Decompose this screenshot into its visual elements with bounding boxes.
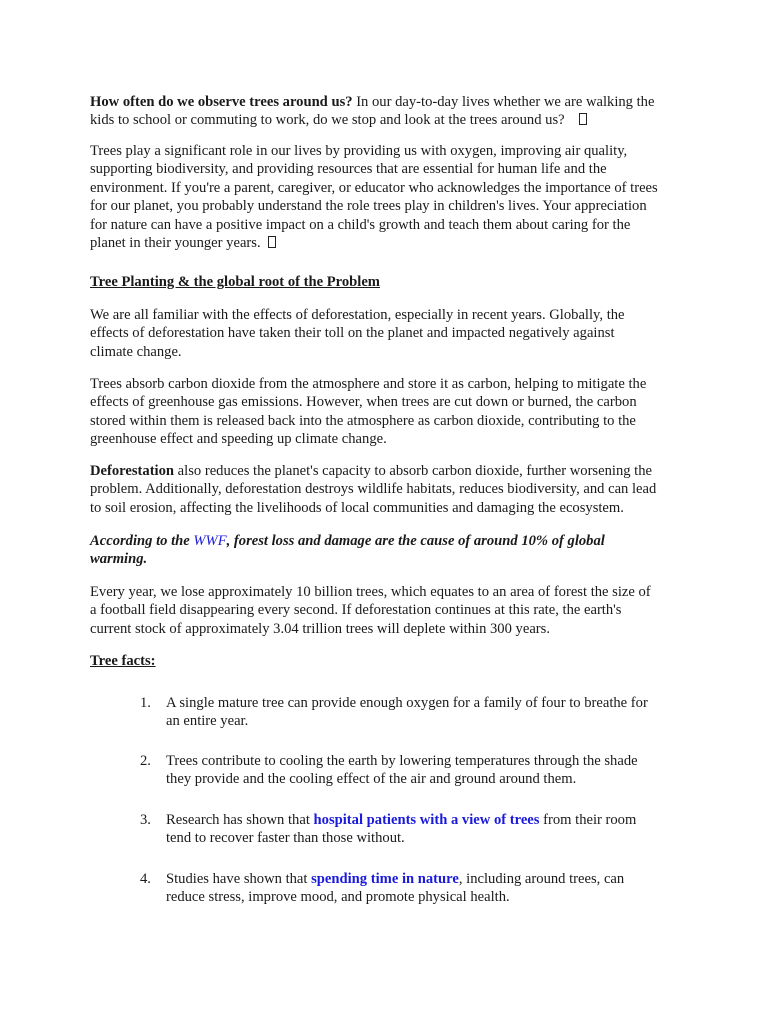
tree-loss-paragraph: Every year, we lose approximately 10 billion trees, which equates to an area of forest the size of a football field disappearing every second. If deforestation continues at this rate, the earth's current stock of approximately 3.04 trillion trees will deplete within 300 years. — [90, 584, 651, 637]
intro-question: How often do we observe trees around us? — [90, 94, 353, 110]
intro-paragraph: How often do we observe trees around us? In our day-to-day lives whether we are walking the kids to school or commuting to work, do we stop and look at the trees around us? — [90, 94, 655, 129]
missing-glyph-icon — [579, 113, 587, 125]
trees-role-paragraph: Trees play a significant role in our lives by providing us with oxygen, improving air quality, supporting biodiversity, and providing resources that are essential for human life and the environment. If you're a parent, caregiver, or educator who acknowledges the importance of trees for our planet, you probably understand the role trees play in children's lives. Your appreciation for nature can have a positive impact on a child's growth and teach them about caring for the planet in their younger years. — [90, 143, 658, 252]
hospital-patients-link[interactable]: hospital patients with a view of trees — [313, 812, 540, 828]
spending-time-nature-link[interactable]: spending time in nature — [311, 871, 459, 887]
missing-glyph-icon — [268, 236, 276, 248]
facts-heading: Tree facts: — [90, 653, 156, 669]
wwf-quote: According to the WWF, forest loss and damage are the cause of around 10% of global warming. — [90, 533, 605, 568]
document-page: How often do we observe trees around us? In our day-to-day lives whether we are walking the kids to school or commuting to work, do we stop and look at the trees around us? Trees play a significant role in our lives by providing us with oxygen, improving air quality, supporting biodiversity, and providing resources that are essential for human life and the environment. If you're a parent, caregiver, or educator who acknowledges the importance of trees for our planet, you probably understand the role trees play in children's lives. Your appreciation for nature can have a positive impact on a child's growth and teach them about caring for the planet in their younger years. Tree Planting & the global root of the Problem We are all familiar with the effects of deforestation, especially in recent years. Globally, the effects of deforestation have taken their toll on the planet and impacted negatively against climate change. Trees absorb carbon dioxide from the atmosphere and store it as carbon, helping to mitigate the effects of greenhouse gas emissions. However, when trees are cut down or burned, the carbon stored within them is released back into the atmosphere as carbon dioxide, contributing to the greenhouse effect and speeding up climate change. Deforestation also reduces the planet's capacity to absorb carbon dioxide, further worsening the problem. Additionally, deforestation destroys wildlife habitats, reduces biodiversity, and can lead to soil erosion, affecting the livelihoods of local communities and damaging the ecosystem. According to the WWF, forest loss and damage are the cause of around 10% of global warming. Every year, we lose approximately 10 billion trees, which equates to an area of forest the size of a football field disappearing every second. If deforestation continues at this rate, the earth's current stock of approximately 3.04 trillion trees will deplete within 300 years. Tree facts: 1. A single mature tree can provide enough oxygen for a family of four to breathe for an entire year. 2. Trees contribute to cooling the earth by lowering temperatures through the shade they provide and the cooling effect of the air and ground around them. 3. Research has shown that hospital patients with a view of trees from their room tend to recover faster than those without. 4. Studies have shown that spending time in nature, including around trees, can reduce stress, improve mood, and promote physical health. — [0, 0, 768, 1024]
deforestation-paragraph: Deforestation also reduces the planet's capacity to absorb carbon dioxide, further worsening the problem. Additionally, deforestation destroys wildlife habitats, reduces biodiversity, and can lead to soil erosion, affecting the livelihoods of local communities and damaging the ecosystem. — [90, 463, 657, 516]
deforestation-effects-paragraph: We are all familiar with the effects of deforestation, especially in recent years. Globally, the effects of deforestation have taken their toll on the planet and impacted negatively against climate change. — [90, 307, 625, 360]
section-heading: Tree Planting & the global root of the Problem — [90, 274, 380, 290]
wwf-link[interactable]: WWF — [193, 533, 227, 549]
carbon-absorb-paragraph: Trees absorb carbon dioxide from the atmosphere and store it as carbon, helping to mitigate the effects of greenhouse gas emissions. However, when trees are cut down or burned, the carbon stored within them is released back into the atmosphere as carbon dioxide, contributing to the greenhouse effect and speeding up climate change. — [90, 376, 647, 448]
